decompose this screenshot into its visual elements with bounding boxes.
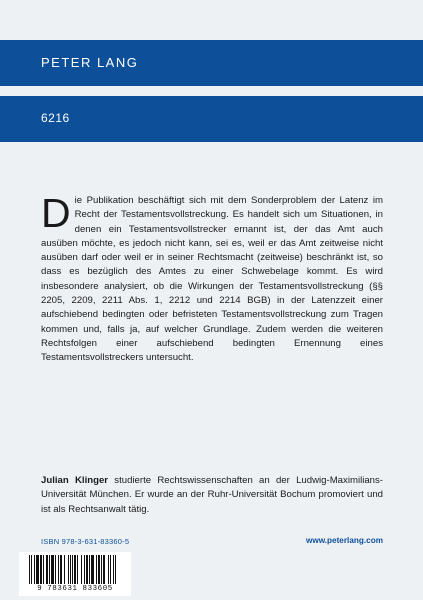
publisher-website-link[interactable]: www.peterlang.com [305, 536, 383, 545]
drop-cap: D [41, 190, 71, 236]
barcode-bars [19, 552, 131, 586]
barcode-digits: 9 783631 833605 [37, 585, 113, 593]
publisher-band [0, 40, 423, 86]
author-bio [41, 474, 383, 517]
isbn: ISBN 978-3-631-83360-5 [41, 537, 130, 546]
author-name: Julian Klinger [41, 475, 109, 486]
series-number: 6216 [41, 111, 70, 125]
barcode [19, 552, 131, 596]
book-description [41, 190, 383, 366]
description-text: ie Publikation beschäftigt sich mit dem Sonderproblem der Latenz im Recht der Testamentsvollstreckung. Es handelt sich um Situationen, in denen ein Testamentsvollstrecker ernannt ist, der das Amt auch ausüben möchte, es jedoch nicht kann, sei es, weil er das Amt zeitweise nicht ausüben darf oder weil er in seiner Rechtsmacht (zeitweise) beschränkt ist, so dass es bezüglich des Amtes zu einer Schwebelage kommt. Es wird insbesondere analysiert, ob die Wirkungen der Testamentsvollstreckung (§§ 2205, 2209, 2211 Abs. 1, 2212 und 2214 BGB) in der Latenzzeit einer aufschiebend bedingten oder befristeten Testamentsvollstreckung zum Tragen kommen und, falls ja, auf welcher Grundlage. Zudem werden die weiteren Rechtsfolgen einer aufschiebend bedingten Ernennung eines Testamentsvollstreckers untersucht. [41, 195, 383, 364]
series-band [0, 96, 423, 142]
author-bio-text: studierte Rechtswissenschaften an der Ludwig-Maximilians-Universität München. Er wurde an der Ruhr-Universität Bochum promoviert und ist als Rechtsanwalt tätig. [41, 475, 383, 515]
publisher-name: PETER LANG [41, 55, 139, 70]
